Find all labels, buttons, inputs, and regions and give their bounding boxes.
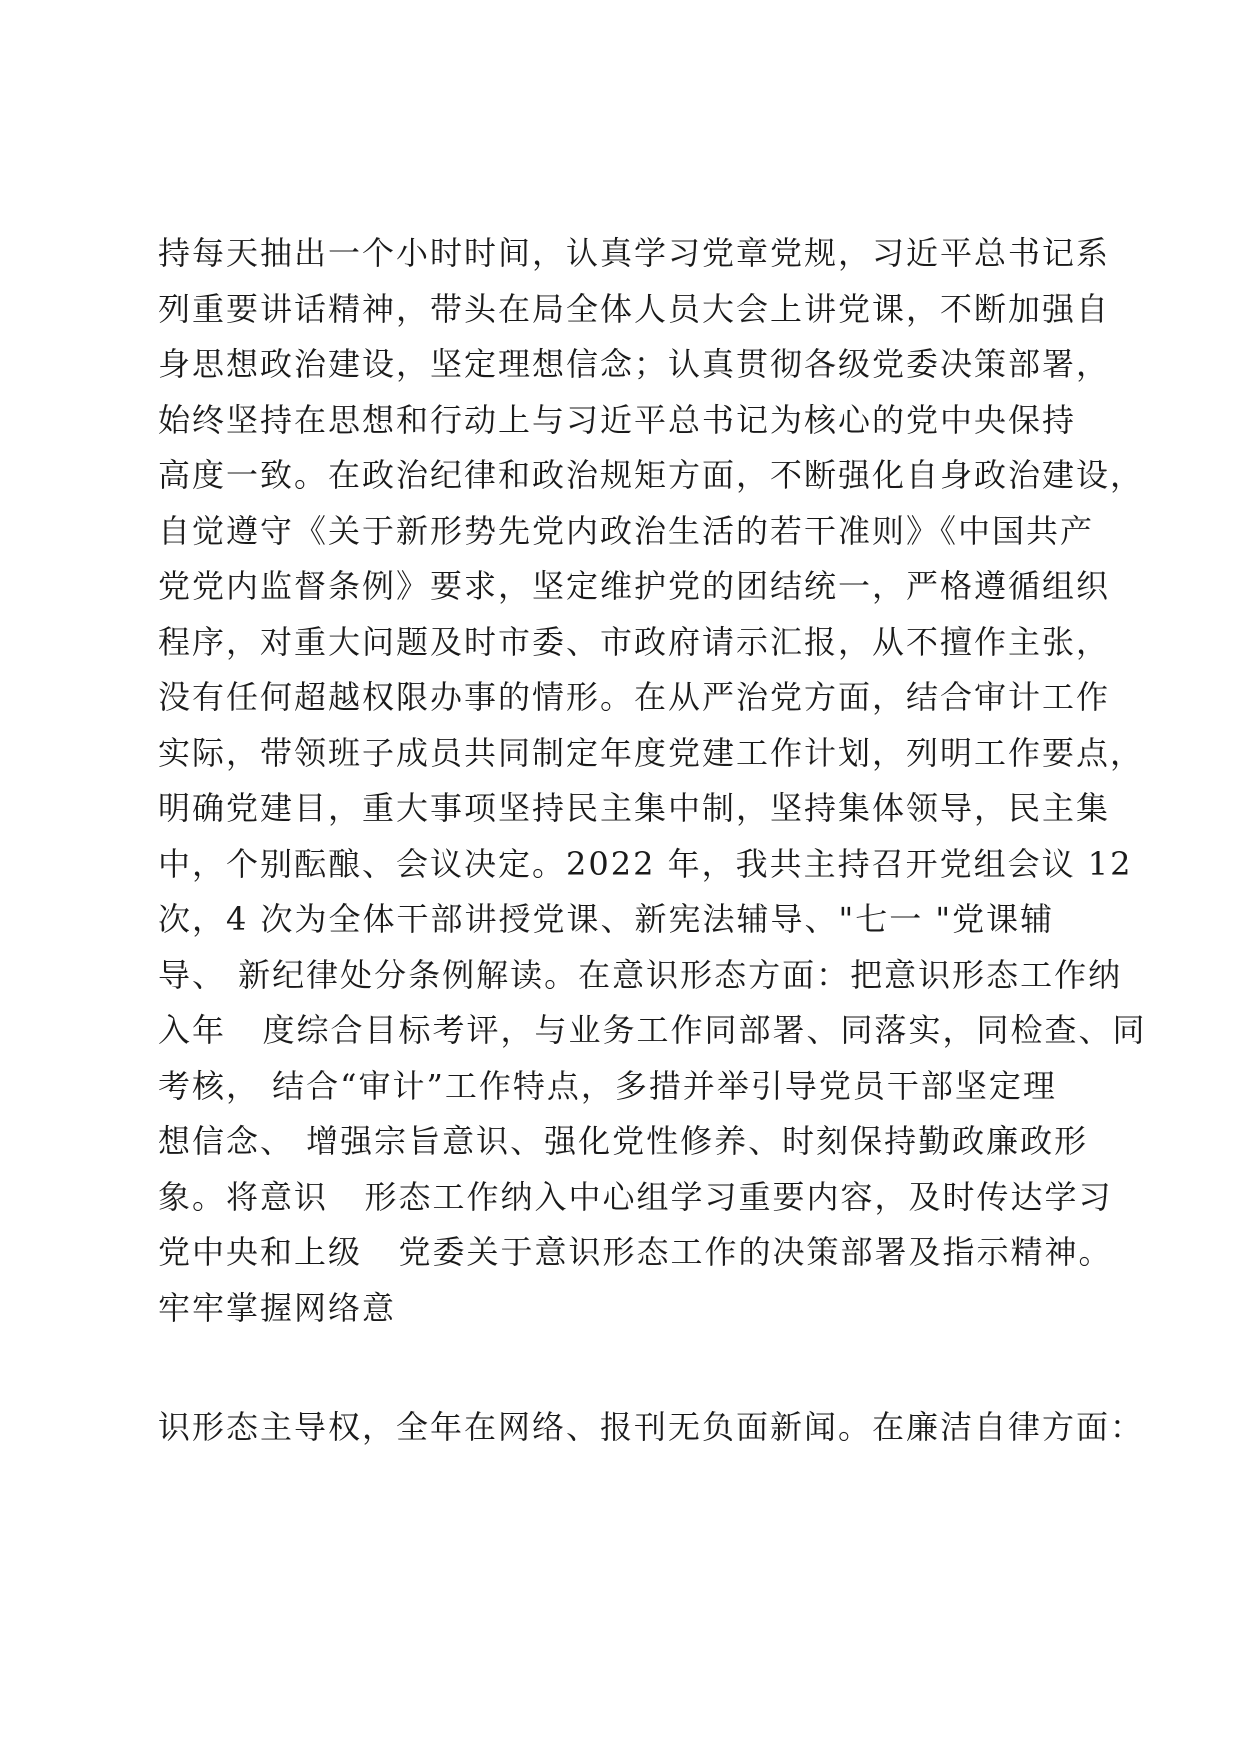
text-line: 次，4 次为全体干部讲授党课、新宪法辅导、"七一 "党课辅 (158, 900, 1055, 938)
text-line: 导、 新纪律处分条例解读。在意识形态方面：把意识形态工作纳 (158, 955, 1123, 994)
text-line: 列重要讲话精神，带头在局全体人员大会上讲党课，不断加强自 (158, 289, 1111, 328)
text-line: 程序，对重大问题及时市委、市政府请示汇报，从不擅作主张， (158, 622, 1111, 661)
text-line: 明确党建目，重大事项坚持民主集中制，坚持集体领导，民主集 (158, 789, 1111, 827)
text-line: 入年 度综合目标考评，与业务工作同部署、同落实，同检查、同 (158, 1011, 1147, 1049)
text-line: 象。将意识 形态工作纳入中心组学习重要内容，及时传达学习 (158, 1177, 1113, 1216)
text-line: 高度一致。在政治纪律和政治规矩方面，不断强化自身政治建设， (158, 456, 1145, 494)
text-line: 持每天抽出一个小时时间，认真学习党章党规，习近平总书记系 (158, 234, 1111, 272)
text-line: 始终坚持在思想和行动上与习近平总书记为核心的党中央保持 (158, 400, 1077, 439)
text-line: 没有任何超越权限办事的情形。在从严治党方面，结合审计工作 (158, 678, 1111, 716)
text-line: 中，个别酝酿、会议决定。2022 年，我共主持召开党组会议 12 (158, 844, 1133, 883)
text-line: 识形态主导权，全年在网络、报刊无负面新闻。在廉洁自律方面： (158, 1408, 1145, 1446)
text-line: 自觉遵守《关于新形势先党内政治生活的若干准则》《中国共产 (158, 511, 1095, 550)
text-line: 党党内监督条例》要求，坚定维护党的团结统一，严格遵循组织 (158, 567, 1111, 605)
body-paragraph-1 (158, 226, 1147, 1336)
text-line: 考核， 结合“审计”工作特点，多措并举引导党员干部坚定理 (158, 1066, 1057, 1105)
text-line: 牢牢掌握网络意 (158, 1288, 397, 1327)
text-line: 身思想政治建设，坚定理想信念；认真贯彻各级党委决策部署， (158, 345, 1111, 383)
text-line: 实际，带领班子成员共同制定年度党建工作计划，列明工作要点， (158, 733, 1145, 772)
text-line: 想信念、 增强宗旨意识、强化党性修养、时刻保持勤政廉政形 (158, 1122, 1089, 1160)
body-paragraph-2 (158, 1400, 1145, 1456)
text-line: 党中央和上级 党委关于意识形态工作的决策部署及指示精神。 (158, 1233, 1113, 1271)
